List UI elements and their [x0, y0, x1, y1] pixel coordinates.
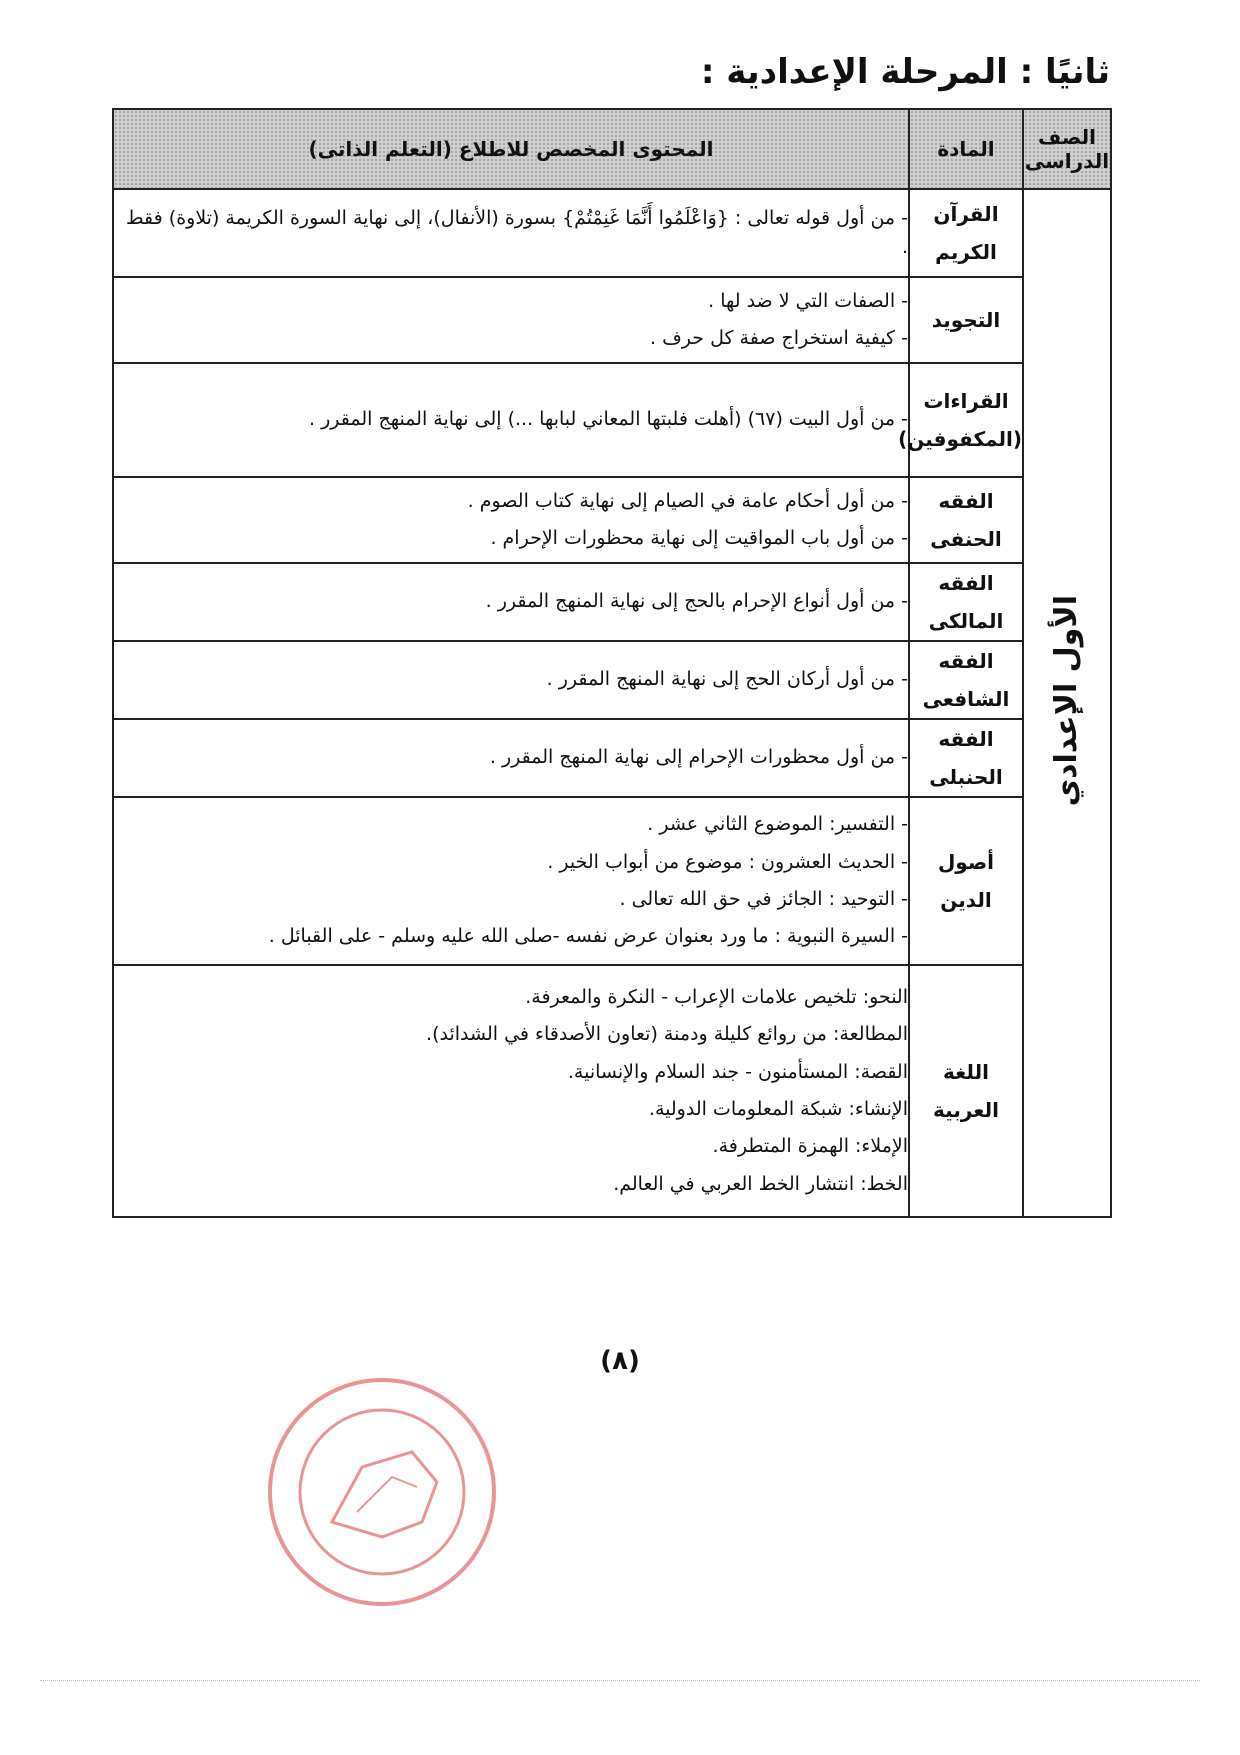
- content-line: - من أول باب المواقيت إلى نهاية محظورات الإحرام .: [490, 527, 908, 549]
- content-cell: [113, 719, 909, 797]
- page-heading: ثانيًا : المرحلة الإعدادية :: [700, 52, 1110, 92]
- content-line: - السيرة النبوية : ما ورد بعنوان عرض نفسه -صلى الله عليه وسلم - على القبائل .: [268, 925, 908, 948]
- content-cell: [113, 563, 909, 641]
- content-line: - التفسير: الموضوع الثاني عشر .: [647, 813, 908, 836]
- header-content: المحتوى المخصص للاطلاع (التعلم الذاتى): [113, 109, 909, 189]
- content-cell: [113, 965, 909, 1217]
- content-line: - من أول قوله تعالى : {وَاعْلَمُوا أَنَّمَا غَنِمْتُمْ} بسورة (الأنفال)، إلى نهاية السورة الكريمة (تلاوة) فقط .: [126, 206, 908, 258]
- subject-cell: الفقه الحنفى: [909, 477, 1023, 563]
- subject-cell: التجويد: [909, 277, 1023, 363]
- content-line: - التوحيد : الجائز في حق الله تعالى .: [619, 888, 908, 910]
- content-line: النحو: تلخيص علامات الإعراب - النكرة والمعرفة.: [525, 985, 908, 1008]
- content-line: - من أول محظورات الإحرام إلى نهاية المنهج المقرر .: [489, 746, 908, 769]
- header-subject: المادة: [909, 109, 1023, 189]
- table-row: [113, 797, 1111, 965]
- content-line: - كيفية استخراج صفة كل حرف .: [650, 327, 908, 349]
- subject-cell: الفقه المالكى: [909, 563, 1023, 641]
- table-row: [113, 719, 1111, 797]
- content-line: الإنشاء: شبكة المعلومات الدولية.: [648, 1098, 908, 1120]
- content-cell: [113, 363, 909, 477]
- content-line: - من أول أحكام عامة في الصيام إلى نهاية كتاب الصوم .: [467, 489, 908, 512]
- page-number: (٨): [600, 1346, 640, 1376]
- grade-label: الأول الإعدادي: [1049, 595, 1084, 807]
- subject-cell: الفقه الحنبلى: [909, 719, 1023, 797]
- content-line: القصة: المستأمنون - جند السلام والإنسانية.: [567, 1060, 908, 1083]
- content-line: الخط: انتشار الخط العربي في العالم.: [613, 1172, 908, 1195]
- content-cell: [113, 189, 909, 277]
- content-line: - من أول أنواع الإحرام بالحج إلى نهاية المنهج المقرر .: [485, 590, 908, 613]
- subject-cell: اللغة العربية: [909, 965, 1023, 1217]
- stamp-emblem: [332, 1452, 437, 1537]
- subject-cell: أصول الدين: [909, 797, 1023, 965]
- stamp-outer-ring: [270, 1380, 494, 1604]
- table-row: [113, 563, 1111, 641]
- grade-cell: [1023, 189, 1111, 1217]
- content-line: المطالعة: من روائع كليلة ودمنة (تعاون الأصدقاء في الشدائد).: [426, 1023, 908, 1046]
- table-row: [113, 189, 1111, 277]
- content-line: - الصفات التي لا ضد لها .: [708, 289, 908, 312]
- content-cell: [113, 277, 909, 363]
- stamp-emblem-detail: [357, 1477, 417, 1512]
- content-line: - من أول أركان الحج إلى نهاية المنهج المقرر .: [546, 668, 908, 691]
- content-line: الإملاء: الهمزة المتطرفة.: [712, 1135, 908, 1158]
- table-row: [113, 641, 1111, 719]
- subject-cell: القراءات (المكفوفين): [909, 363, 1023, 477]
- header-grade: الصف الدراسى: [1023, 109, 1111, 189]
- content-line: - الحديث العشرون : موضوع من أبواب الخير .: [547, 850, 908, 873]
- curriculum-table: [112, 108, 1112, 1218]
- table-row: [113, 363, 1111, 477]
- stamp-inner-ring: [300, 1410, 464, 1574]
- content-cell: [113, 641, 909, 719]
- subject-cell: القرآن الكريم: [909, 189, 1023, 277]
- table-header-row: [113, 109, 1111, 189]
- content-line: - من أول البيت (٦٧) (أهلت فلبتها المعاني لبابها ...) إلى نهاية المنهج المقرر .: [309, 408, 908, 431]
- table-row: [113, 965, 1111, 1217]
- content-cell: [113, 797, 909, 965]
- content-cell: [113, 477, 909, 563]
- bottom-rule: [40, 1680, 1200, 1681]
- table-row: [113, 277, 1111, 363]
- table-body: [113, 189, 1111, 1217]
- table-row: [113, 477, 1111, 563]
- subject-cell: الفقه الشافعى: [909, 641, 1023, 719]
- institution-stamp: [262, 1372, 502, 1612]
